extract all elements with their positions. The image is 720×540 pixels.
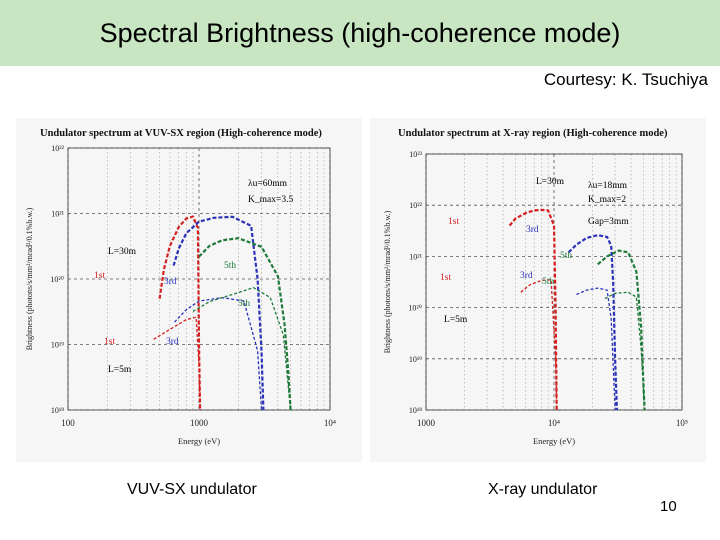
chart-annotation: 1st: [104, 337, 116, 347]
y-tick-label: 10²³: [409, 150, 422, 159]
series-line-l30m-5th: [598, 251, 645, 410]
y-tick-label: 10²⁰: [408, 303, 422, 313]
courtesy-note: Courtesy: K. Tsuchiya: [543, 70, 708, 89]
chart-annotation: K_max=2: [588, 195, 627, 205]
chart-annotation: L=30m: [536, 177, 565, 187]
x-ray-chart: [370, 118, 706, 462]
caption-x-ray: X-ray undulator: [488, 481, 598, 498]
chart-annotation: K_max=3.5: [248, 195, 294, 205]
chart-title: Undulator spectrum at VUV-SX region (High-coherence mode): [40, 128, 322, 139]
chart-annotation: 3rd: [166, 337, 179, 347]
x-tick-label: 10⁵: [675, 418, 689, 428]
x-tick-label: 10⁴: [323, 418, 337, 428]
chart-annotation: Gap=3mm: [588, 217, 629, 227]
chart-panel-vuv: [16, 118, 362, 462]
y-tick-label: 10²¹: [409, 252, 422, 262]
chart-annotation: λu=60mm: [248, 179, 287, 189]
y-tick-label: 10²²: [409, 201, 422, 211]
slide-title: Spectral Brightness (high-coherence mode): [99, 18, 621, 48]
x-axis-label: Energy (eV): [177, 436, 221, 446]
chart-annotation: 5th: [560, 251, 573, 261]
vuv-sx-chart: [16, 118, 362, 462]
chart-annotation: 1st: [440, 273, 452, 283]
series-line-l30m-1st: [510, 210, 557, 410]
chart-annotation: λu=18mm: [588, 181, 627, 191]
chart-annotation: L=5m: [444, 315, 468, 325]
x-tick-label: 1000: [190, 418, 208, 428]
series-line-l5m-3rd: [175, 298, 262, 410]
caption-vuv-sx: VUV-SX undulator: [127, 481, 257, 498]
y-axis-label: Brightness (photons/s/mm²/mrad²/0.1%b.w.): [383, 210, 392, 354]
series-line-l5m-5th: [605, 292, 645, 410]
chart-annotation: L=30m: [108, 247, 137, 257]
y-tick-label: 10¹⁹: [50, 340, 64, 350]
y-tick-label: 10¹⁸: [50, 406, 64, 415]
series-line-l5m-3rd: [577, 288, 616, 410]
y-axis-label: Brightness (photons/s/mm²/mrad²/0.1%b.w.): [25, 207, 34, 351]
chart-annotation: 3rd: [526, 225, 539, 235]
y-tick-label: 10²¹: [51, 209, 64, 219]
chart-annotation: 5th: [224, 261, 237, 271]
y-tick-label: 10²²: [51, 144, 64, 153]
chart-annotation: 3rd: [520, 271, 533, 281]
chart-annotation: 1st: [448, 217, 460, 227]
y-tick-label: 10¹⁸: [408, 406, 422, 415]
chart-annotation: 5th: [238, 299, 251, 309]
y-tick-label: 10²⁰: [50, 275, 64, 284]
y-tick-label: 10¹⁹: [408, 354, 422, 364]
x-tick-label: 100: [61, 418, 75, 428]
series-line-l30m-5th: [199, 238, 291, 410]
chart-title: Undulator spectrum at X-ray region (High-coherence mode): [398, 128, 668, 139]
series-line-l5m-1st: [521, 280, 557, 410]
page-number: 10: [660, 498, 677, 515]
chart-annotation: 5th: [542, 277, 555, 287]
x-tick-label: 1000: [417, 418, 435, 428]
chart-annotation: 1st: [94, 271, 106, 281]
series-line-l30m-3rd: [174, 217, 264, 410]
chart-annotation: 3rd: [164, 277, 177, 287]
x-axis-label: Energy (eV): [532, 436, 576, 446]
x-tick-label: 10⁴: [547, 418, 561, 428]
chart-panel-xray: [370, 118, 706, 462]
chart-annotation: L=5m: [108, 365, 132, 375]
